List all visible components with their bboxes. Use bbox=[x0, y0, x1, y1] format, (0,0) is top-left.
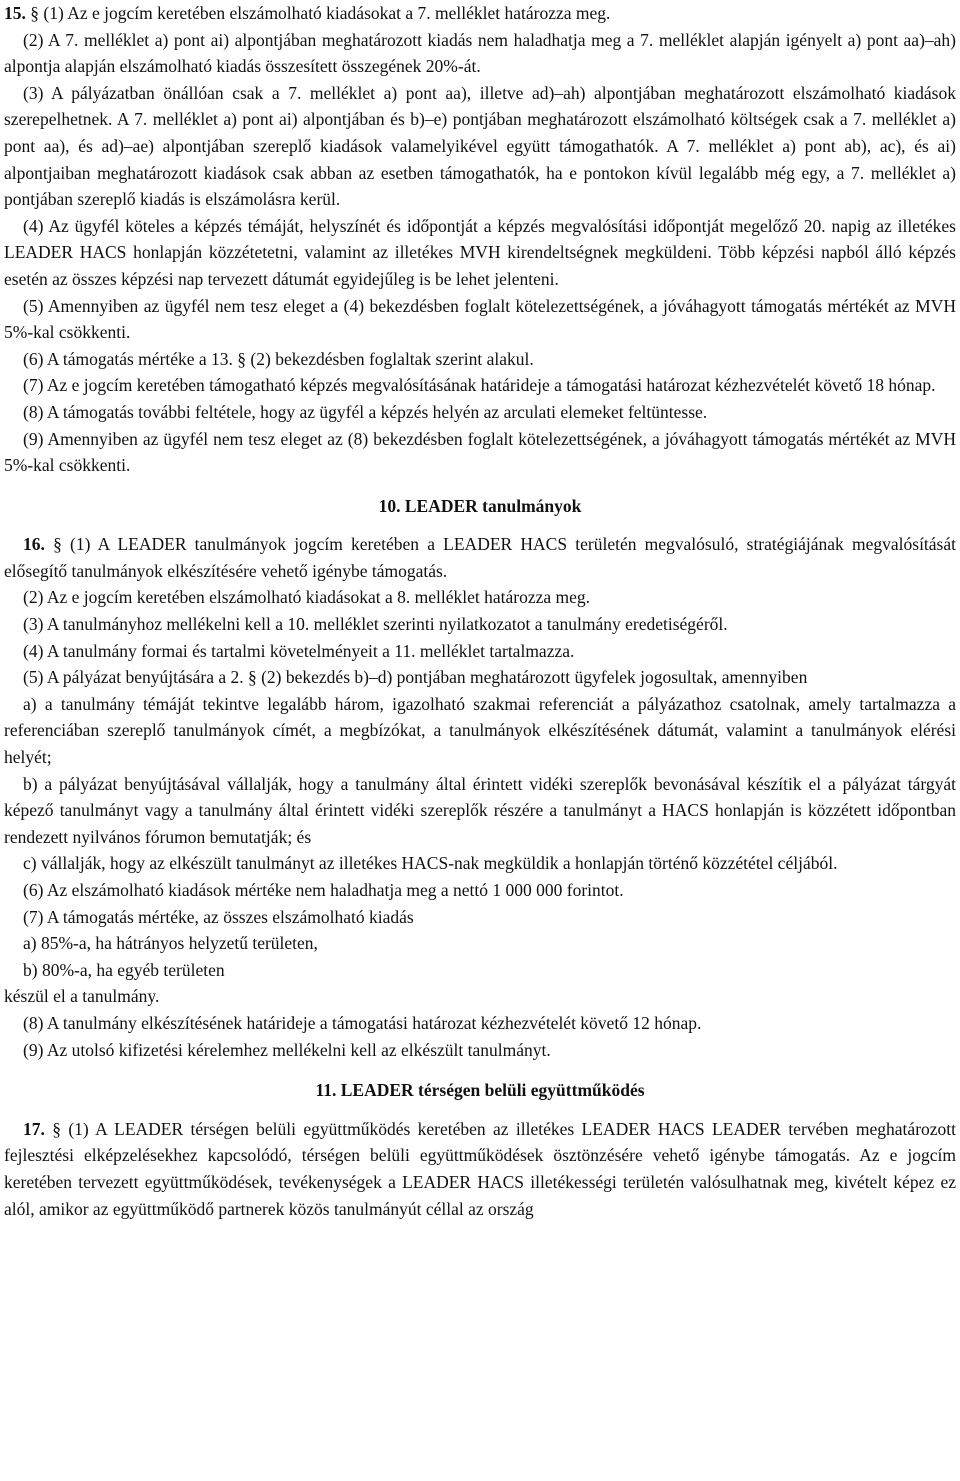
section-15-para-4: (4) Az ügyfél köteles a képzés témáját, helyszínét és időpontját a képzés megvalósítási időpontját megelőző 20. napig az illetékes LEADER HACS honlapján közzétetetni, valamint az illetékes MVH kirendeltségnek megküldeni. Több képzési napból álló képzés esetén az összes képzési nap tervezett dátumát egyidejűleg is be lehet jelenteni. bbox=[4, 215, 956, 289]
section-number: 16. bbox=[23, 534, 45, 555]
section-17-para-1: 17. § (1) A LEADER térségen belüli együttműködés keretében az illetékes LEADER HACS LEADER tervében meghatározott fejlesztési elképzelésekhez kapcsolódó, térségen belüli együttműködések ösztönzésére vehető igénybe támogatás. Az e jogcím keretében tervezett együttműködések, tevékenységek a LEADER HACS illetékességi területén valósulhatnak meg, kivételt képez ez alól, amikor az együttműködő partnerek közös tanulmányút céllal az ország bbox=[4, 1118, 957, 1219]
section-15-para-5: (5) Amennyiben az ügyfél nem tesz eleget a (4) bekezdésben foglalt kötelezettségének, a jóváhagyott támogatás mértékét az MVH 5%-kal csökkenti. bbox=[4, 295, 956, 343]
section-16-para-3: (3) A tanulmányhoz mellékelni kell a 10. melléklet szerinti nyilatkozatot a tanulmány eredetiségéről. bbox=[23, 614, 728, 635]
section-15-para-2: (2) A 7. melléklet a) pont ai) alpontjában meghatározott kiadás nem haladhatja meg a 7. melléklet alapján igényelt a) pont aa)–ah) alpontja alapján elszámolható kiadás összesített összegének 20%-át. bbox=[4, 29, 956, 77]
section-16-para-7a: a) 85%-a, ha hátrányos helyzetű területen, bbox=[23, 933, 318, 954]
section-15-para-6: (6) A támogatás mértéke a 13. § (2) bekezdésben foglaltak szerint alakul. bbox=[23, 348, 534, 369]
section-number: 15. bbox=[4, 3, 26, 23]
section-16-para-5b: b) a pályázat benyújtásával vállalják, hogy a tanulmány által érintett vidéki szereplők bevonásával készítik el a pályázat tárgyát képező tanulmányt vagy a tanulmány által érintett vidéki szereplők részére a tanulmányt a HACS honlapján is közzétett időpontban rendezett nyilvános fórumon bemutatják; és bbox=[4, 773, 956, 847]
heading-leader-egyuttmukodes: 11. LEADER térségen belüli együttműködés bbox=[315, 1080, 645, 1101]
section-16-para-5c: c) vállalják, hogy az elkészült tanulmányt az illetékes HACS-nak megküldik a honlapján történő közzététel céljából. bbox=[23, 853, 838, 874]
section-16-para-9: (9) Az utolsó kifizetési kérelemhez mellékelni kell az elkészült tanulmányt. bbox=[23, 1039, 551, 1060]
section-15-para-7: (7) Az e jogcím keretében támogatható képzés megvalósításának határideje a támogatási határozat kézhezvételét követő 18 hónap. bbox=[23, 375, 936, 396]
section-16-para-7c: készül el a tanulmány. bbox=[4, 986, 160, 1007]
section-16-para-8: (8) A tanulmány elkészítésének határideje a támogatási határozat kézhezvételét követő 12 hónap. bbox=[23, 1012, 702, 1033]
section-16-para-7b: b) 80%-a, ha egyéb területen bbox=[23, 959, 225, 980]
section-16-para-7: (7) A támogatás mértéke, az összes elszámolható kiadás bbox=[23, 906, 414, 927]
section-16-para-4: (4) A tanulmány formai és tartalmi követelményeit a 11. melléklet tartalmazza. bbox=[23, 640, 575, 661]
section-15-para-3: (3) A pályázatban önállóan csak a 7. melléklet a) pont aa), illetve ad)–ah) alpontjában meghatározott elszámolható kiadások szerepelhetnek. A 7. melléklet a) pont ai) alpontjában és b)–e) pontjában meghatározott elszámolható költségek csak a 7. melléklet a) pont aa), és ad)–ae) alpontjában szereplő kiadások valamelyikével együtt támogathatók. A 7. melléklet a) pont ab), ac), és ai) alpontjaiban meghatározott kiadások csak abban az esetben támogathatók, ha e pontokon kívül legalább még egy, a 7. melléklet a) pontjában szereplő kiadás is elszámolásra kerül. bbox=[4, 82, 956, 210]
section-16-para-1: 16. § (1) A LEADER tanulmányok jogcím keretében a LEADER HACS területén megvalósuló, stratégiájának megvalósítását elősegítő tanulmányok elkészítésére vehető igénybe támogatás. bbox=[4, 534, 956, 581]
section-15-para-1: 15. § (1) Az e jogcím keretében elszámolható kiadásokat a 7. melléklet határozza meg. bbox=[4, 3, 611, 23]
section-16-para-5: (5) A pályázat benyújtására a 2. § (2) bekezdés b)–d) pontjában meghatározott ügyfelek jogosultak, amennyiben bbox=[23, 667, 808, 688]
section-number: 17. bbox=[23, 1118, 45, 1139]
section-15-para-8: (8) A támogatás további feltétele, hogy az ügyfél a képzés helyén az arculati elemeket feltüntesse. bbox=[23, 401, 708, 422]
heading-leader-tanulmanyok: 10. LEADER tanulmányok bbox=[378, 495, 582, 516]
section-16-para-2: (2) Az e jogcím keretében elszámolható kiadásokat a 8. melléklet határozza meg. bbox=[23, 587, 591, 608]
section-15-para-9: (9) Amennyiben az ügyfél nem tesz eleget az (8) bekezdésben foglalt kötelezettségének, a jóváhagyott támogatás mértékét az MVH 5%-kal csökkenti. bbox=[4, 428, 956, 476]
section-16-para-5a: a) a tanulmány témáját tekintve legalább három, igazolható szakmai referenciát a pályázathoz csatolnak, amely tartalmazza a referenciában szereplő tanulmányok címét, a megbízókat, a tanulmányok elkészítésének dátumát, valamint a tanulmányok elérési helyét; bbox=[4, 693, 956, 768]
section-16-para-6: (6) Az elszámolható kiadások mértéke nem haladhatja meg a nettó 1 000 000 forintot. bbox=[23, 880, 624, 900]
